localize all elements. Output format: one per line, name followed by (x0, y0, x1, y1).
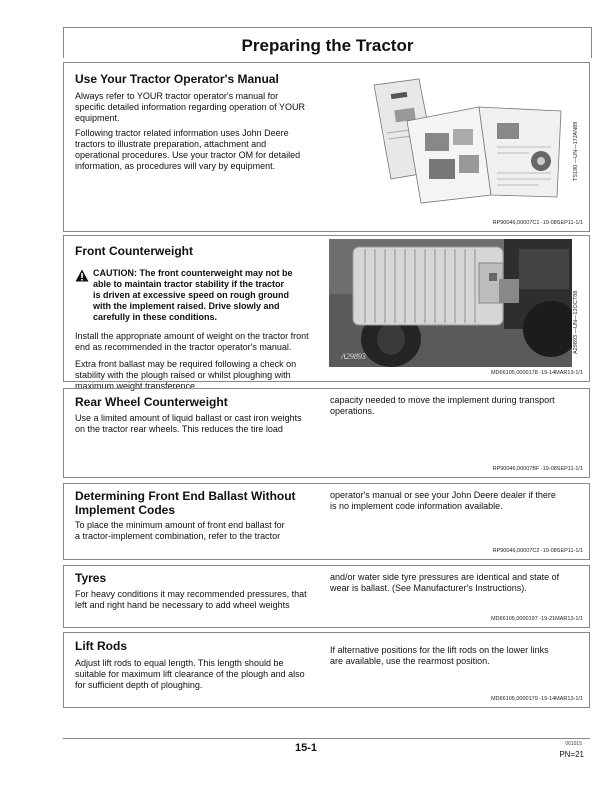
text-line: equipment. (75, 113, 120, 123)
caution-notice (75, 268, 320, 323)
reference-code: MD66105,0000197 -19-21MAR13-1/1 (490, 616, 583, 622)
text-line: on the tractor rear wheels. This reduces the tire load (75, 424, 283, 434)
page-header (63, 27, 592, 58)
text-line: capacity needed to move the implement during transport (330, 395, 555, 405)
section-title: Rear Wheel Counterweight (75, 395, 228, 409)
paragraph-right (330, 490, 556, 512)
page-title: Preparing the Tractor (241, 36, 414, 55)
section-rear-wheel-counterweight (63, 388, 590, 478)
caution-line: able to maintain tractor stability if the tractor (93, 279, 285, 289)
paragraph-right (330, 395, 555, 417)
text-line: operations. (330, 406, 375, 416)
caution-line: with the implement raised. Drive slowly and (93, 301, 280, 311)
text-line: stability with the plough raised or whilst ploughing with (75, 370, 291, 380)
title-line: Determining Front End Ballast Without (75, 489, 296, 503)
text-line: are available, use the rearmost position. (330, 656, 490, 666)
reference-code: MD66105,0000178 -19-14MAR13-1/1 (490, 370, 583, 376)
section-front-end-ballast (63, 483, 590, 560)
text-line: a tractor-implement combination, refer to the tractor (75, 531, 281, 541)
section-title: Front Counterweight (75, 244, 193, 258)
reference-code: RP90046,00007BF -19-08SEP11-1/1 (492, 466, 583, 472)
footer-code: 061015 (565, 741, 582, 747)
text-line: Adjust lift rods to equal length. This length should be (75, 658, 284, 668)
reference-code: RP90046,00007C2 -19-08SEP11-1/1 (492, 548, 583, 554)
section-operators-manual (63, 62, 590, 232)
text-line: and/or water side tyre pressures are identical and state of (330, 572, 560, 582)
text-line: To place the minimum amount of front end ballast for (75, 520, 285, 530)
text-line: end as recommended in the tractor operator's manual. (75, 342, 292, 352)
section-title: Lift Rods (75, 639, 127, 653)
image-code: TS190 —UN—17JAN89 (573, 121, 579, 181)
text-line: operational procedures. Use your tractor OM for detailed (75, 150, 301, 160)
caution-line: is driven at excessive speed on rough ground (93, 290, 290, 300)
paragraph-left (75, 520, 285, 542)
section-title: Tyres (75, 571, 107, 585)
text-line: is no implement code information available. (330, 501, 503, 511)
text-line: operator's manual or see your John Deere dealer if there (330, 490, 556, 500)
section-title: Use Your Tractor Operator's Manual (75, 72, 279, 86)
page-number: 15-1 (294, 742, 318, 754)
reference-code: MD66105,0000179 -19-14MAR13-1/1 (490, 696, 583, 702)
text-line: specific detailed information regarding operation of YOUR (75, 102, 305, 112)
text-line: Always refer to YOUR tractor operator's manual for (75, 91, 279, 101)
paragraph (75, 331, 309, 353)
text-line: Extra front ballast may be required following a check on (75, 359, 297, 369)
operators-manual-illustration (329, 73, 576, 208)
pn-label: PN=21 (559, 750, 584, 759)
caution-line: carefully in these conditions. (93, 312, 218, 322)
paragraph (75, 128, 300, 172)
text-line: For heavy conditions it may recommended pressures, that (75, 589, 307, 599)
text-line: Use a limited amount of liquid ballast or cast iron weights (75, 413, 302, 423)
text-line: maximum weight transference. (75, 381, 198, 391)
paragraph-left (75, 658, 305, 691)
paragraph-left (75, 589, 307, 611)
section-title (75, 489, 296, 517)
reference-code: RP90046,00007C1 -19-08SEP11-1/1 (492, 220, 583, 226)
paragraph-right (330, 645, 549, 667)
section-lift-rods (63, 632, 590, 708)
text-line: If alternative positions for the lift rods on the lower links (330, 645, 549, 655)
paragraph-left (75, 413, 302, 435)
text-line: information, as procedures will vary by equipment. (75, 161, 276, 171)
image-code: A29893 —UN—12OCT88 (573, 290, 579, 354)
paragraph-right (330, 572, 559, 594)
caution-line: CAUTION: The front counterweight may not be (93, 268, 293, 278)
image-label: A29893 (341, 352, 366, 361)
text-line: tractors to illustrate preparation, attachment and (75, 139, 267, 149)
warning-triangle-icon (75, 269, 89, 282)
text-line: wear is ballast. (See Manufacturer's Instructions). (330, 583, 527, 593)
front-counterweight-photo (329, 239, 572, 367)
text-line: suitable for maximum lift clearance of the plough and also (75, 669, 305, 679)
paragraph (75, 91, 305, 124)
footer-divider (63, 738, 590, 739)
text-line: Following tractor related information uses John Deere (75, 128, 289, 138)
text-line: for sufficient depth of ploughing. (75, 680, 203, 690)
section-front-counterweight (63, 235, 590, 391)
title-line: Implement Codes (75, 503, 176, 517)
section-tyres (63, 565, 590, 628)
text-line: left and right hand be necessary to add wheel weights (75, 600, 290, 610)
text-line: Install the appropriate amount of weight on the tractor front (75, 331, 309, 341)
